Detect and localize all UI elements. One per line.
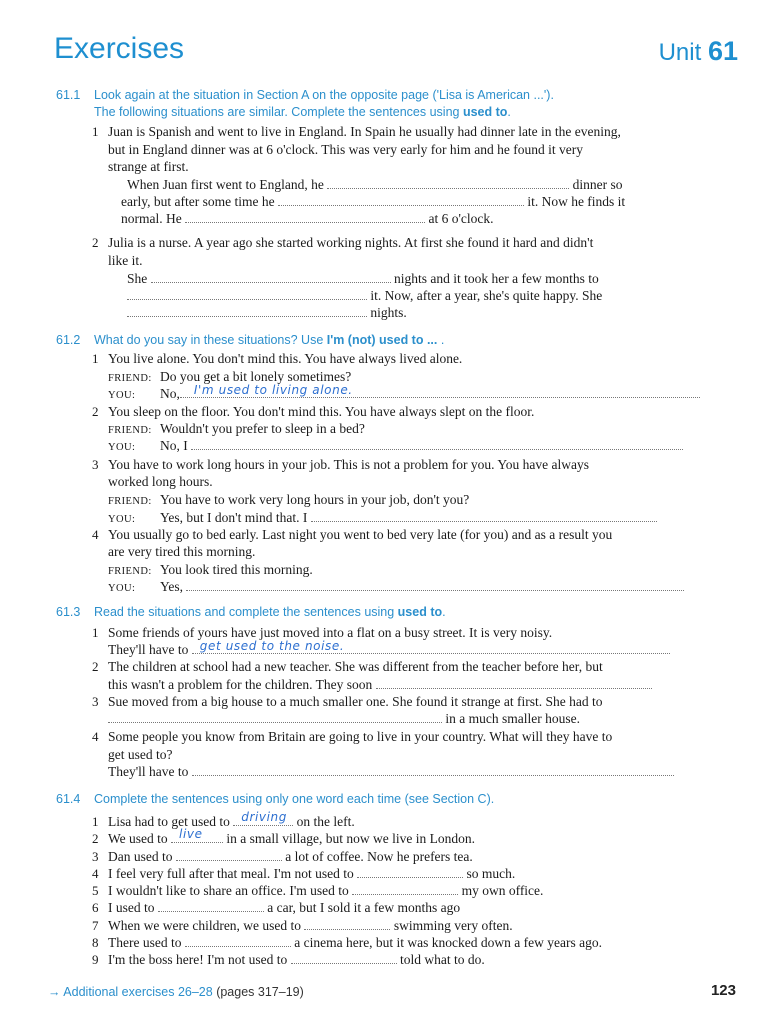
text-line: She nights and it took her a few months to: [127, 271, 599, 286]
list-item: Lisa had to get used to driving on the left.: [108, 810, 355, 829]
text-line: When Juan first went to England, he dinner so: [127, 177, 623, 192]
answer-blank[interactable]: [127, 305, 367, 317]
item-number: 2: [92, 235, 99, 250]
answer-blank[interactable]: [158, 900, 264, 912]
answer-blank[interactable]: [185, 211, 425, 223]
list-item: We used to live in a small village, but now we live in London.: [108, 827, 475, 846]
list-item: I used to a car, but I sold it a few months ago: [108, 900, 461, 915]
text-line: worked long hours.: [108, 474, 213, 489]
text-line: You sleep on the floor. You don't mind this. You have always slept on the floor.: [108, 404, 535, 419]
answer-blank[interactable]: [357, 866, 463, 878]
answer-blank[interactable]: [108, 711, 442, 723]
item-number: 1: [92, 814, 99, 829]
answer-blank[interactable]: [127, 288, 367, 300]
item-number: 4: [92, 729, 99, 744]
answer-blank[interactable]: [185, 935, 291, 947]
text-line: nights.: [127, 304, 407, 321]
answer-blank[interactable]: [176, 849, 282, 861]
item-number: 6: [92, 900, 99, 915]
list-item: I wouldn't like to share an office. I'm used to my own office.: [108, 883, 544, 898]
dialogue-you: YOU: Yes,: [108, 578, 684, 597]
answer-blank[interactable]: [192, 764, 674, 776]
page-header: [52, 30, 738, 72]
page-footer: [48, 982, 736, 1005]
answer-blank[interactable]: [191, 438, 683, 450]
item-number: 1: [92, 625, 99, 640]
text-line: Some friends of yours have just moved into a flat on a busy street. It is very noisy.: [108, 625, 553, 640]
answer-blank[interactable]: [278, 194, 524, 206]
answer-blank[interactable]: [186, 579, 684, 591]
dialogue-you: YOU: No, I'm used to living alone.: [108, 385, 700, 404]
item-number: 1: [92, 124, 99, 139]
text-line: early, but after some time he it. Now he finds it: [121, 194, 626, 209]
exercise-61-1-instruction-2: The following situations are similar. Complete the sentences using used to.: [94, 105, 511, 119]
text-line: They'll have to: [108, 763, 674, 780]
exercise-number: 61.1: [56, 88, 81, 102]
list-item: Dan used to a lot of coffee. Now he prefers tea.: [108, 849, 473, 864]
answer-blank[interactable]: [291, 952, 397, 964]
answer-blank[interactable]: [304, 918, 390, 930]
item-number: 3: [92, 694, 99, 709]
item-number: 5: [92, 883, 99, 898]
text-line: this wasn't a problem for the children. They soon: [108, 676, 652, 693]
text-line: The children at school had a new teacher. She was different from the teacher before her, but: [108, 659, 603, 674]
handwritten-answer: get used to the noise.: [199, 639, 345, 653]
list-item: I'm the boss here! I'm not used to told what to do.: [108, 952, 485, 967]
item-number: 8: [92, 935, 99, 950]
exercise-number: 61.3: [56, 605, 81, 619]
text-line: get used to?: [108, 747, 173, 762]
page-number: 123: [710, 982, 736, 999]
item-number: 4: [92, 527, 99, 542]
dialogue-friend: FRIEND: You look tired this morning.: [108, 562, 313, 577]
text-line: Sue moved from a big house to a much smaller one. She found it strange at first. She had to: [108, 694, 603, 709]
answer-blank[interactable]: [171, 827, 223, 843]
dialogue-friend: FRIEND: Wouldn't you prefer to sleep in a bed?: [108, 421, 365, 436]
list-item: When we were children, we used to swimming very often.: [108, 918, 513, 933]
answer-blank[interactable]: [151, 271, 391, 283]
text-line: in a much smaller house.: [108, 710, 580, 727]
handwritten-answer: live: [179, 827, 203, 841]
text-line: You usually go to bed early. Last night you went to bed very late (for you) and as a result you: [108, 527, 613, 542]
answer-blank[interactable]: [311, 510, 657, 522]
text-line: Julia is a nurse. A year ago she started working nights. At first she found it hard and didn't: [108, 235, 594, 250]
text-line: They'll have to get used to the noise.: [108, 641, 670, 658]
exercise-number: 61.2: [56, 333, 81, 347]
dialogue-friend: FRIEND: You have to work very long hours in your job, don't you?: [108, 492, 470, 507]
answer-blank[interactable]: [327, 177, 569, 189]
item-number: 4: [92, 866, 99, 881]
item-number: 3: [92, 457, 99, 472]
text-line: but in England dinner was at 6 o'clock. This was very early for him and he found it very: [108, 142, 583, 157]
dialogue-you: YOU: Yes, but I don't mind that. I: [108, 509, 657, 528]
item-number: 1: [92, 351, 99, 366]
dialogue-friend: FRIEND: Do you get a bit lonely sometimes?: [108, 369, 352, 384]
list-item: I feel very full after that meal. I'm not used to so much.: [108, 866, 516, 881]
text-line: are very tired this morning.: [108, 544, 256, 559]
additional-exercises-link[interactable]: → Additional exercises 26–28 (pages 317–19): [48, 985, 304, 999]
list-item: There used to a cinema here, but it was knocked down a few years ago.: [108, 935, 602, 950]
text-line: You live alone. You don't mind this. You have always lived alone.: [108, 351, 463, 366]
text-line: it. Now, after a year, she's quite happy. She: [127, 287, 602, 304]
text-line: strange at first.: [108, 159, 189, 174]
handwritten-answer: I'm used to living alone.: [193, 383, 353, 397]
item-number: 2: [92, 404, 99, 419]
item-number: 7: [92, 918, 99, 933]
text-line: You have to work long hours in your job. This is not a problem for you. You have always: [108, 457, 589, 472]
page-title: Exercises: [54, 32, 185, 65]
item-number: 2: [92, 659, 99, 674]
answer-blank[interactable]: [376, 677, 652, 689]
dialogue-you: YOU: No, I: [108, 437, 683, 456]
exercise-number: 61.4: [56, 792, 81, 806]
text-line: Some people you know from Britain are going to live in your country. What will they have to: [108, 729, 613, 744]
text-line: normal. He at 6 o'clock.: [121, 211, 494, 226]
unit-label: Unit 61: [658, 36, 738, 66]
item-number: 2: [92, 831, 99, 846]
text-line: like it.: [108, 253, 143, 268]
item-number: 3: [92, 849, 99, 864]
answer-blank[interactable]: [233, 810, 293, 826]
text-line: Juan is Spanish and went to live in England. In Spain he usually had dinner late in the evening,: [108, 124, 621, 139]
handwritten-answer: driving: [241, 810, 287, 824]
item-number: 9: [92, 952, 99, 967]
answer-blank[interactable]: [352, 883, 458, 895]
